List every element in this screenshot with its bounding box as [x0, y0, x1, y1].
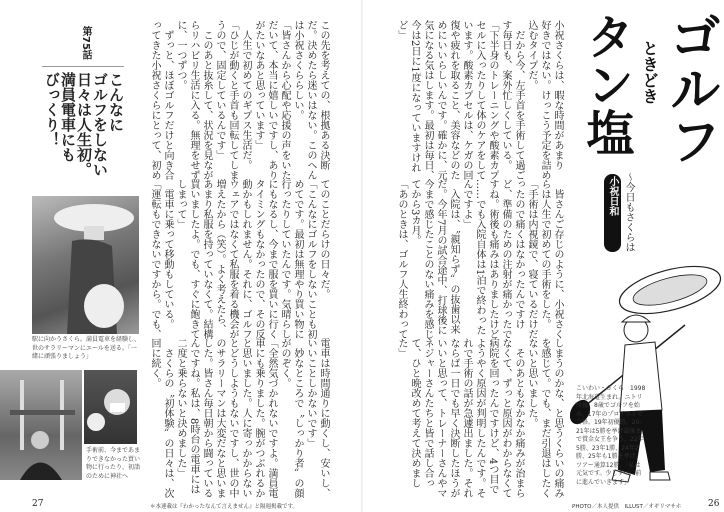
headline-line: 満員電車にも — [59, 72, 77, 162]
photo-caption: 駅に向かうさくら。満員電車を経験し、世のサラリーマンにエールを送る。「一緒に頑張りましょう」 — [32, 336, 141, 360]
text-column: 動かもしれません。それに、ゴルフ — [240, 179, 251, 339]
text-column: さくらの〝初体験〟の日々は、次 — [162, 338, 173, 498]
text-column: このあと抜糸して、状況を見なが — [201, 20, 212, 180]
body-text-right-top — [395, 20, 564, 180]
text-column: 車にも乗りました。腕がつぶれるか — [253, 338, 264, 498]
text-column: いいことしかないです」 — [305, 338, 316, 448]
page-number: 27 — [32, 499, 44, 509]
text-column: れで手術の話が急遽出ました。それ — [461, 338, 472, 498]
photo-shrine — [0, 370, 82, 480]
series-title: ゴルフ — [660, 10, 720, 166]
text-column: なくて、ずっと原因がわからなくて — [500, 338, 511, 498]
headline-line: 日々は人生初。 — [75, 72, 93, 177]
text-column: てから3カ月。 — [409, 179, 420, 246]
page-number: 26 — [708, 499, 720, 509]
page-gutter — [361, 0, 363, 512]
text-column: ずっと、ほぼゴルフだけと向き合 — [162, 20, 173, 180]
text-column: 人生で初めてのギプス生活だ。 — [240, 20, 251, 170]
text-column: しまって」 — [175, 179, 186, 229]
series-subtitle — [604, 172, 636, 252]
series-title-sub: タン塩 — [578, 12, 634, 156]
text-column: 「下半身のトレーニングや酸素カプ — [487, 20, 498, 180]
text-column: 「手術は内視鏡で、寝ているだけだ — [526, 179, 537, 339]
text-column: 「全然気づかれないですよ。満員電 — [266, 338, 277, 498]
text-column: 「皆さんから心配や応援の声をいた — [279, 20, 290, 180]
body-text-left-middle — [148, 179, 330, 339]
text-column: そのあともなかなか痛みが治まら — [513, 338, 524, 498]
text-column: 込むタイプだ。 — [526, 20, 537, 90]
text-column: あまり私服を持っていなくて。結構 — [201, 179, 212, 339]
episode-number: 第75話 — [80, 26, 91, 60]
text-column: だ。今年7月の試合途中、打球後に — [435, 179, 446, 336]
text-column: 皆さんご存じのように、小祝さく — [552, 179, 563, 339]
text-column: タイミングもなかったので、その反 — [253, 179, 264, 339]
photo-caption: 手術前、今まであまりできなかった買い物に行ったり、初詣のために神社へ — [86, 447, 141, 480]
text-column: した。皆さん毎日朝から闘っている — [201, 338, 212, 498]
body-text-left-top — [148, 20, 330, 180]
text-column: ……でも入院自体は1泊で終わった — [474, 179, 485, 336]
body-text-right-bottom — [395, 338, 564, 498]
text-column: てのことだらけの日々だ。 — [318, 179, 329, 299]
text-column: この先を考えての、根拠ある決断 — [318, 20, 329, 170]
text-column: にもなるし、今まで服を買いに行く — [266, 179, 277, 339]
text-column: とどうしようもないですし、世の中 — [227, 338, 238, 498]
footnote: ＊本連載は『わかったなんて言えません』と隔週掲載です。 — [150, 504, 299, 510]
text-column: 回に続く。 — [149, 338, 160, 388]
text-column: 「運転もできないですから。でも、 — [149, 179, 160, 339]
text-column: 行ったりしていたんです。気晴らし — [279, 179, 290, 339]
text-column: んですね。私は、8時台の電車には — [188, 338, 199, 495]
text-column: ならば一日でも早く決断したほうが — [448, 338, 459, 498]
text-column: めにいいらしいんです。確かに、元 — [435, 20, 446, 180]
photo-selfie — [84, 370, 137, 444]
body-text-right-middle — [395, 179, 564, 339]
text-column: めてです。最初は無理やり買い物に — [292, 179, 303, 339]
text-column: 電車は時間通りに動くし、安いし、 — [318, 338, 329, 498]
text-column: セルに入ったりして体のケアをして — [474, 20, 485, 180]
text-column: 妙なところで〝しっかり者〟の顔 — [292, 338, 303, 498]
text-column: だから今、左手首を手術して過ご — [513, 20, 524, 180]
text-column: らリハビリ生活に入る。無理をせず — [188, 20, 199, 180]
article-headline — [44, 72, 124, 182]
headline-line: こんなに — [107, 72, 125, 132]
text-column: 入院は、〝親知らず〟の抜歯以来 — [448, 179, 459, 334]
text-column: 小祝さくらは、暇な時間があまり — [552, 20, 563, 170]
text-column: 二度と乗らないと決めました」 — [175, 338, 186, 478]
text-column: た」 — [396, 338, 407, 358]
text-column: 病院を回ったんですけど、4つ目で — [487, 338, 498, 495]
text-column: ウェアではなくて私服を着る機会が — [227, 179, 238, 339]
body-text-left-bottom — [148, 338, 330, 498]
text-column: 好きではない。けっこう予定を詰め — [539, 20, 550, 180]
text-column: がたいなあと思っています」 — [253, 20, 264, 150]
shrine-photo — [0, 370, 82, 480]
photo-credits: PHOTO／本人提供 ILLUST／オギリマサホ — [572, 504, 682, 510]
text-column: 今は2日に1度になっていますけれ — [409, 20, 420, 173]
text-column: ど、準備のための注射が痛かったで — [500, 179, 511, 339]
text-column: 復や疲れを取ること、美容などのた — [448, 20, 459, 180]
text-column: 買いましたよ。でも、すぐに飽きて — [188, 179, 199, 339]
text-column: らは人生で初めての手術をした。 — [539, 179, 550, 329]
text-column: うので、固定しているんです」 — [214, 20, 225, 160]
text-column: だいて、本当に嬉しいですし、あり — [266, 20, 277, 180]
profile-bio: こいわい・さくら 1998年北海道生まれ。ニトリ所属。8歳でゴルフを始め、17年のプロテストで合格。19年初優勝。20-21年は5勝を挙げ最後まで賞金女王を争う。22年5勝、23年1勝、24年2勝、25年も1勝を挙げ、ツアー通算12勝。「私は元気です。少しずつ、前に進んでいきます」 — [576, 385, 646, 486]
headline-line: びっくり！ — [43, 72, 61, 147]
selfie-photo — [84, 370, 137, 444]
text-column: いいと思って、トレーナーさんやマ — [435, 338, 446, 498]
text-column: す毎日も、案外忙しくしている。 — [500, 20, 511, 170]
text-column: て、ひと晩改めて考えて決めまし — [409, 338, 420, 488]
text-column: 気になる気はします。最初は毎日、 — [422, 20, 433, 180]
text-column: を感じて。でも、まだ引退はしたく — [539, 338, 550, 498]
text-column: に、一つずつ。 — [175, 20, 186, 90]
text-column: がのぞく。 — [279, 338, 290, 388]
text-column: ネジャーさんたちと皆で話し合っ — [422, 338, 433, 488]
text-column: ってきた小祝さくらにとって、初め — [149, 20, 160, 180]
text-column: ど」 — [396, 20, 407, 40]
text-column: ったので痛くはなかったんですけ — [513, 179, 524, 329]
text-column: 「あのときは、ゴルフ人生終わって — [396, 179, 407, 339]
woman-with-hat-photo — [32, 196, 139, 334]
text-column: 今まで感じたことのない痛みを感じ — [422, 179, 433, 339]
text-column: は小祝さくららしい。 — [292, 20, 303, 120]
subtitle-text: 〜今日もさくらは — [623, 172, 634, 252]
text-column: ないと思いました。 — [526, 338, 537, 428]
headline-line: ゴルフをしない — [91, 72, 109, 177]
text-column: 「ひじが動くと手首も回転してしま — [227, 20, 238, 180]
series-title-small: ときどき — [640, 40, 659, 104]
text-column: のサラリーマンは大変だなと思いま — [214, 338, 225, 498]
title-badge: 小祝日和 — [604, 174, 621, 252]
text-column: 「こんなにゴルフをしないことも初 — [305, 179, 316, 339]
text-column: ようやく原因が判明したんです。そ — [474, 338, 485, 498]
photo-station — [32, 196, 139, 334]
text-column: 増えたから（笑）。よく考えたら、 — [214, 179, 225, 334]
text-column: だ。決めたら迷いはない。このへん — [305, 20, 316, 180]
text-column: と思いました。人に寄っかからない — [240, 338, 251, 498]
text-column: んですよ」 — [461, 179, 472, 229]
text-column: います。酸素カプセルは、ケガの回 — [461, 20, 472, 180]
text-column: すね。術後も痛みはありましたけど — [487, 179, 498, 339]
text-column: 電車に乗って移動もしている。 — [162, 179, 173, 329]
divider — [42, 66, 124, 67]
text-column: しまうのかな、と思うくらいの痛み — [552, 338, 563, 498]
